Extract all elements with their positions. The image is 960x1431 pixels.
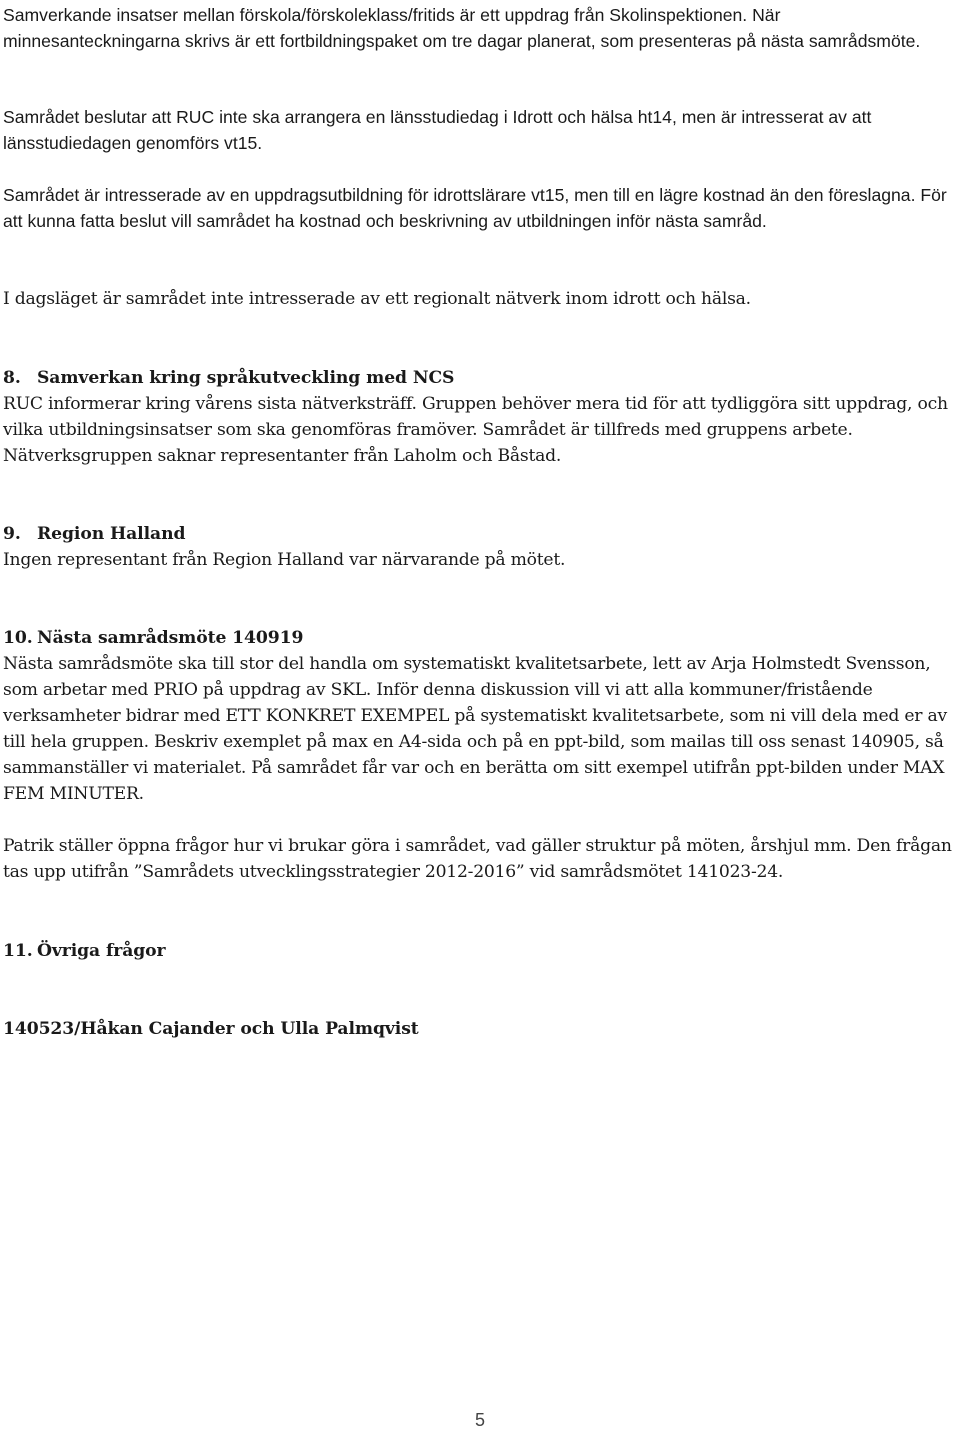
page-number: 5 [474, 1410, 485, 1430]
paragraph-uppdragsutbildning: Samrådet är intresserade av en uppdragsutbildning för idrottslärare vt15, men till en lägre kostnad än den föreslagna. För att kunna fatta beslut vill samrådet ha kostnad och beskrivning av utbildningen inför nästa samråd. [3, 185, 947, 231]
section-10-number: 10. [3, 628, 33, 648]
section-9-heading [3, 521, 185, 547]
section-9-title: Region Halland [37, 524, 186, 544]
section-11-heading [3, 938, 166, 964]
section-8-heading [3, 365, 454, 391]
section-11-title: Övriga frågor [37, 941, 166, 961]
paragraph-lansstudiedag: Samrådet beslutar att RUC inte ska arrangera en länsstudiedag i Idrott och hälsa ht14, men är intresserat av att länsstudiedagen genomförs vt15. [3, 107, 872, 153]
section-9-body: Ingen representant från Region Halland var närvarande på mötet. [3, 550, 566, 570]
section-10-body: Nästa samrådsmöte ska till stor del handla om systematiskt kvalitetsarbete, lett av Arja Holmstedt Svensson, som arbetar med PRIO på uppdrag av SKL. Inför denna diskussion vill vi att alla kommuner/fristående verksamheter bidrar med ETT KONKRET EXEMPEL på systematiskt kvalitetsarbete, som ni vill dela med er av till hela gruppen. Beskriv exemplet på max en A4-sida och på en ppt-bild, som mailas till oss senast 140905, så sammanställer vi materialet. På samrådet får var och en berätta om sitt exempel utifrån ppt-bilden under MAX FEM MINUTER. [3, 654, 947, 804]
paragraph-skolinspektionen: Samverkande insatser mellan förskola/förskoleklass/fritids är ett uppdrag från Skolinspektionen. När minnesanteckningarna skrivs är ett fortbildningspaket om tre dagar planerat, som presenteras på nästa samrådsmöte. [3, 5, 921, 51]
section-10-body-2: Patrik ställer öppna frågor hur vi brukar göra i samrådet, vad gäller struktur på möten, årshjul mm. Den frågan tas upp utifrån ”Samrådets utvecklingsstrategier 2012-2016” vid samrådsmötet 141023-24. [3, 836, 952, 882]
section-8-body: RUC informerar kring vårens sista nätverksträff. Gruppen behöver mera tid för att tydliggöra sitt uppdrag, och vilka utbildningsinsatser som ska genomföras framöver. Samrådet är tillfreds med gruppens arbete. Nätverksgruppen saknar representanter från Laholm och Båstad. [3, 394, 948, 466]
section-10-title: Nästa samrådsmöte 140919 [37, 628, 304, 648]
section-8-number: 8. [3, 368, 21, 388]
section-9-number: 9. [3, 524, 21, 544]
signature: 140523/Håkan Cajander och Ulla Palmqvist [3, 1019, 419, 1039]
paragraph-natverk: I dagsläget är samrådet inte intresserade av ett regionalt nätverk inom idrott och hälsa. [3, 289, 751, 309]
section-10-heading [3, 625, 303, 651]
section-11-number: 11. [3, 941, 33, 961]
section-8-title: Samverkan kring språkutveckling med NCS [37, 368, 455, 388]
